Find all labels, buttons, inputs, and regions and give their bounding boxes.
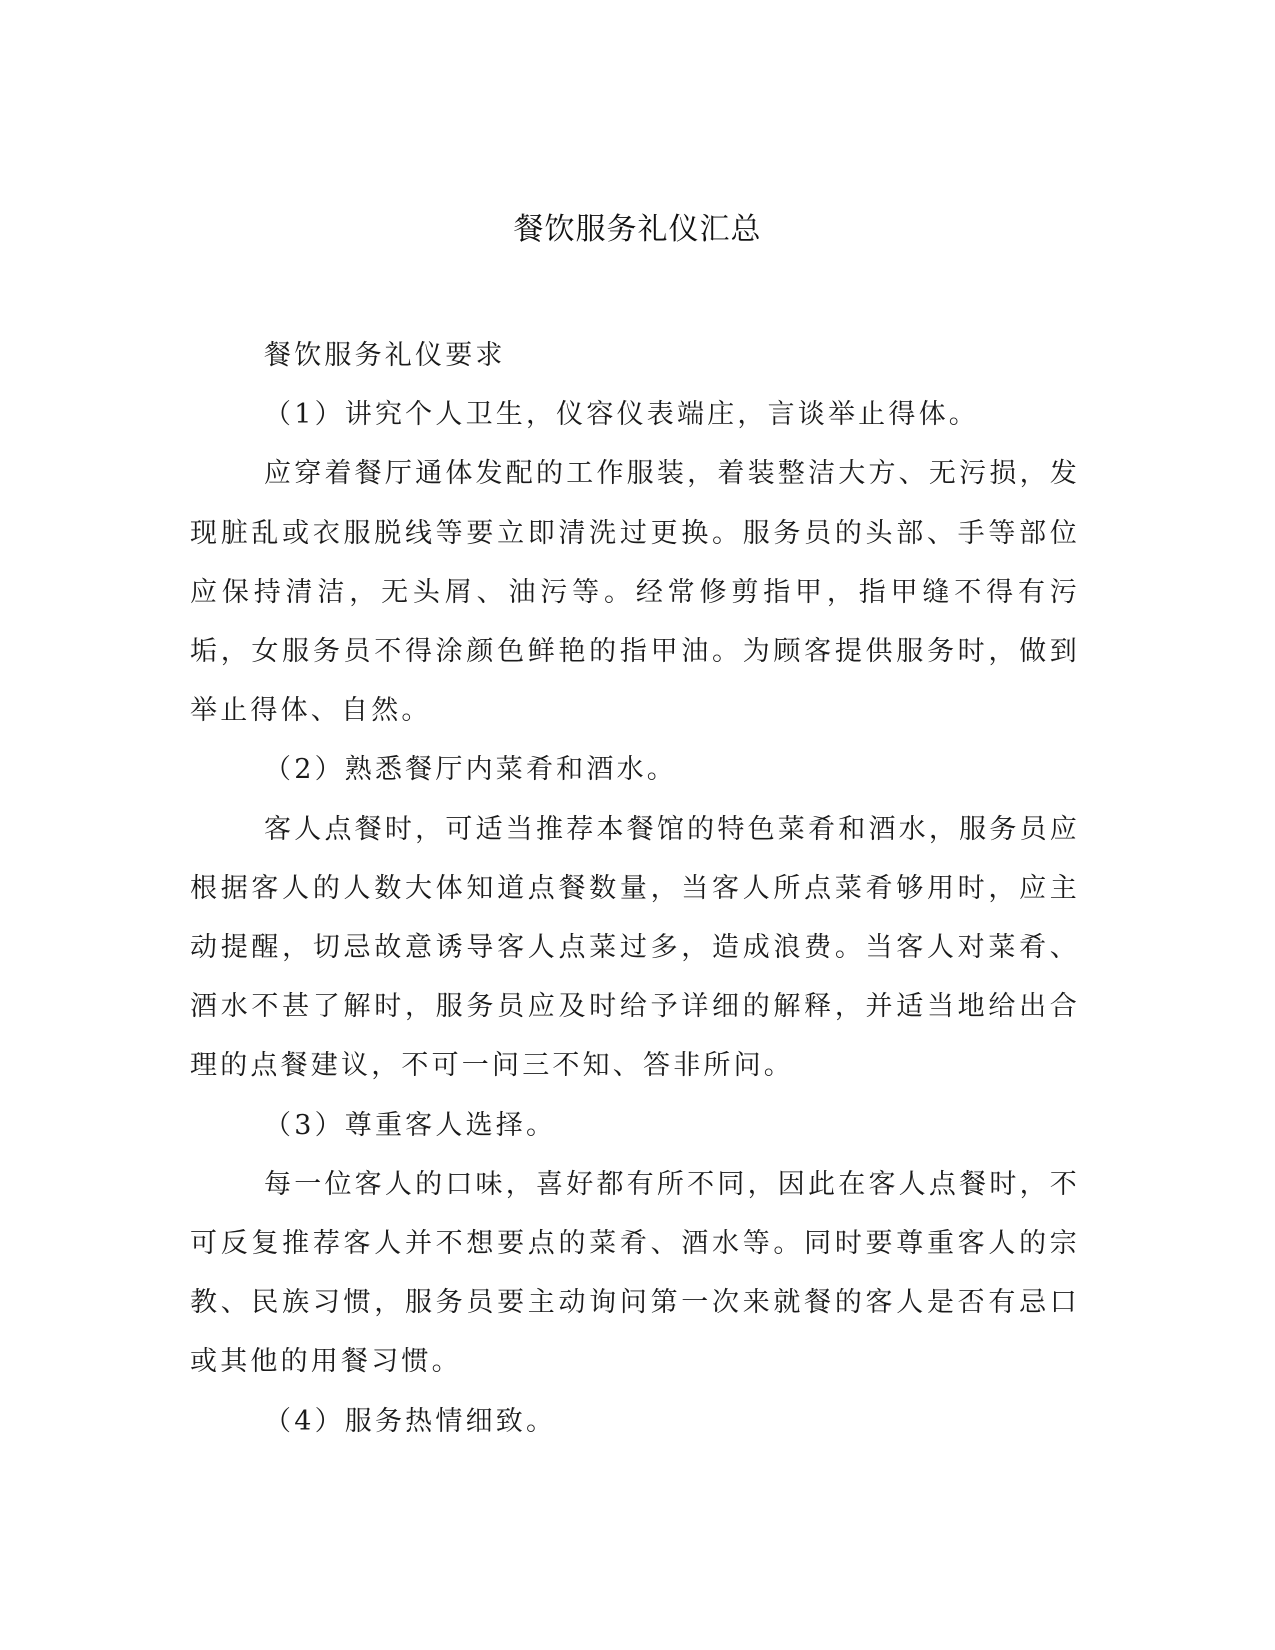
item-heading-4: （4）服务热情细致。 [264, 1405, 557, 1437]
item-heading-2: （2）熟悉餐厅内菜肴和酒水。 [264, 754, 677, 786]
section-heading: 餐饮服务礼仪要求 [264, 340, 506, 371]
body-paragraph-2: 客人点餐时，可适当推荐本餐馆的特色菜肴和酒水，服务员应根据客人的人数大体知道点餐数量，当客人所点菜肴够用时，应主动提醒，切忌故意诱导客人点菜过多，造成浪费。当客人对菜肴、酒水不甚了解时，服务员应及时给予详细的解释，并适当地给出合理的点餐建议，不可一问三不知、答非所问。 [190, 813, 1080, 1082]
item-heading-3: （3）尊重客人选择。 [264, 1109, 557, 1141]
item-heading-1: （1）讲究个人卫生，仪容仪表端庄，言谈举止得体。 [264, 399, 979, 431]
body-paragraph-1: 应穿着餐厅通体发配的工作服装，着装整洁大方、无污损，发现脏乱或衣服脱线等要立即清洗过更换。服务员的头部、手等部位应保持清洁，无头屑、油污等。经常修剪指甲，指甲缝不得有污垢，女服务员不得涂颜色鲜艳的指甲油。为顾客提供服务时，做到举止得体、自然。 [190, 458, 1080, 727]
body-paragraph-3: 每一位客人的口味，喜好都有所不同，因此在客人点餐时，不可反复推荐客人并不想要点的菜肴、酒水等。同时要尊重客人的宗教、民族习惯，服务员要主动询问第一次来就餐的客人是否有忌口或其他的用餐习惯。 [190, 1168, 1080, 1378]
document-title: 餐饮服务礼仪汇总 [513, 212, 762, 247]
document-body [190, 326, 1080, 1451]
